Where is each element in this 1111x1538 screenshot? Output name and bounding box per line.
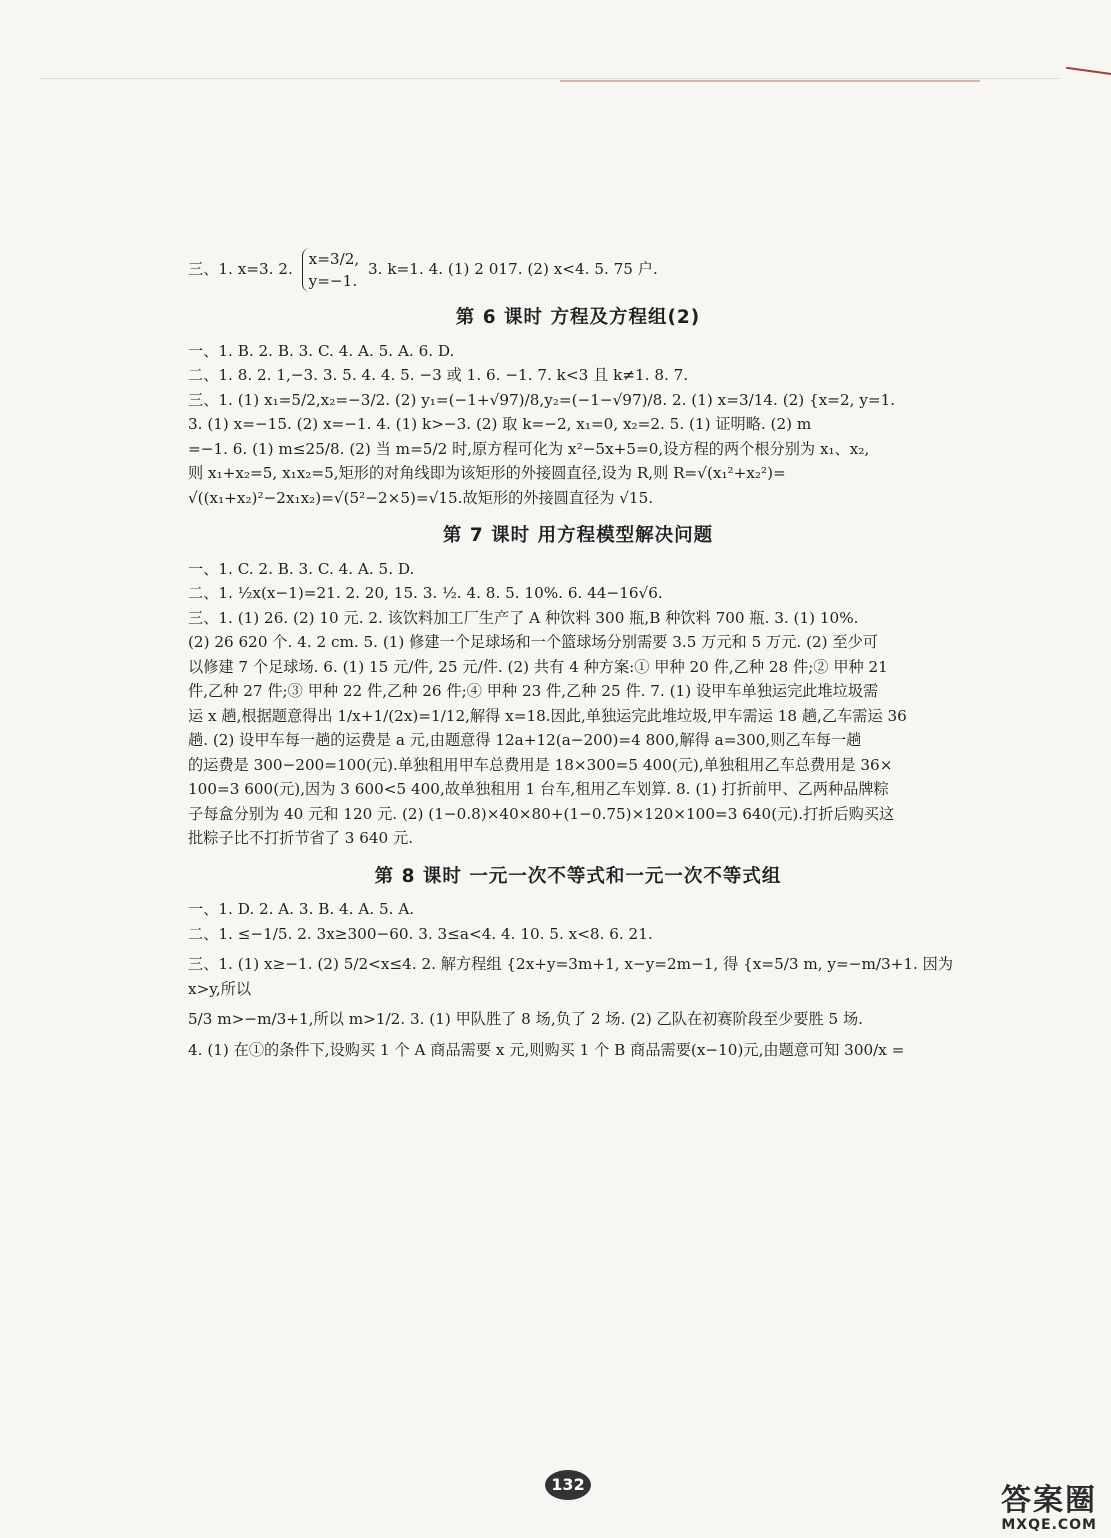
answer-line: 100=3 600(元),因为 3 600<5 400,故单独租用 1 台车,租用乙车划算. 8. (1) 打折前甲、乙两种品牌粽: [188, 780, 889, 798]
page-number: 132: [545, 1470, 591, 1500]
section-heading-lesson-8: 第 8 课时 一元一次不等式和一元一次不等式组: [374, 865, 782, 887]
answer-line: 一、1. D. 2. A. 3. B. 4. A. 5. A.: [188, 900, 415, 918]
answer-line: (2) 26 620 个. 4. 2 cm. 5. (1) 修建一个足球场和一个篮球场分别需要 3.5 万元和 5 万元. (2) 至少可: [188, 633, 878, 651]
answer-line: 三、1. (1) x₁=5/2,x₂=−3/2. (2) y₁=(−1+√97)/8,y₂=(−1−√97)/8. 2. (1) x=3/14. (2) {x=2, y=1.: [188, 390, 896, 409]
answer-line: 4. (1) 在①的条件下,设购买 1 个 A 商品需要 x 元,则购买 1 个 B 商品需要(x−10)元,由题意可知 300/x =: [188, 1040, 905, 1059]
page-top-mark: [560, 80, 980, 82]
answer-line: 三、1. (1) x≥−1. (2) 5/2<x≤4. 2. 解方程组 {2x+y=3m+1, x−y=2m−1, 得 {x=5/3 m, y=−m/3+1. 因为 x>y,所以: [188, 955, 954, 998]
answer-line: 5/3 m>−m/3+1,所以 m>1/2. 3. (1) 甲队胜了 8 场,负了 2 场. (2) 乙队在初赛阶段至少要胜 5 场.: [188, 1010, 863, 1028]
answer-line: 以修建 7 个足球场. 6. (1) 15 元/件, 25 元/件. (2) 共有 4 种方案:① 甲种 20 件,乙种 28 件;② 甲种 21: [188, 657, 888, 676]
answer-line: 一、1. C. 2. B. 3. C. 4. A. 5. D.: [188, 559, 415, 578]
answer-line: 一、1. B. 2. B. 3. C. 4. A. 5. A. 6. D.: [188, 341, 455, 360]
system-row: y=−1.: [308, 272, 358, 290]
answer-content: [188, 248, 968, 1062]
watermark-logo: [907, 1485, 1097, 1535]
answer-line: 二、1. ≤−1/5. 2. 3x≥300−60. 3. 3≤a<4. 4. 10. 5. x<8. 6. 21.: [188, 924, 653, 943]
answer-line: [188, 248, 968, 292]
watermark-url: MXQE.COM: [1001, 1517, 1097, 1533]
answer-line: 子每盒分别为 40 元和 120 元. (2) (1−0.8)×40×80+(1−0.75)×120×100=3 640(元).打折后购买这: [188, 804, 895, 823]
answer-line: 趟. (2) 设甲车每一趟的运费是 a 元,由题意得 12a+12(a−200)=4 800,解得 a=300,则乙车每一趟: [188, 731, 862, 749]
answer-line: 3. (1) x=−15. (2) x=−1. 4. (1) k>−3. (2) 取 k=−2, x₁=0, x₂=2. 5. (1) 证明略. (2) m: [188, 415, 812, 433]
answer-line: 的运费是 300−200=100(元).单独租用甲车总费用是 18×300=5 400(元),单独租用乙车总费用是 36×: [188, 755, 893, 774]
equation-system: [302, 248, 360, 292]
answer-text: 三、1. x=3. 2.: [188, 260, 293, 278]
answer-line: 件,乙种 27 件;③ 甲种 22 件,乙种 26 件;④ 甲种 23 件,乙种 25 件. 7. (1) 设甲车单独运完此堆垃圾需: [188, 682, 879, 700]
answer-line: 三、1. (1) 26. (2) 10 元. 2. 该饮料加工厂生产了 A 种饮料 300 瓶,B 种饮料 700 瓶. 3. (1) 10%.: [188, 608, 859, 627]
answer-line: √((x₁+x₂)²−2x₁x₂)=√(5²−2×5)=√15.故矩形的外接圆直径为 √15.: [188, 488, 654, 507]
section-heading-lesson-6: 第 6 课时 方程及方程组(2): [455, 307, 701, 328]
section-heading-lesson-7: 第 7 课时 用方程模型解决问题: [442, 525, 714, 546]
watermark-text: 答案圈: [1001, 1483, 1097, 1518]
answer-line: 二、1. ½x(x−1)=21. 2. 20, 15. 3. ½. 4. 8. 5. 10%. 6. 44−16√6.: [188, 584, 663, 602]
system-row: x=3/2,: [308, 250, 360, 268]
page-corner-mark: [1064, 67, 1111, 90]
answer-text: 3. k=1. 4. (1) 2 017. (2) x<4. 5. 75 户.: [368, 260, 658, 278]
page-top-rule: [40, 78, 1060, 79]
answer-line: 则 x₁+x₂=5, x₁x₂=5,矩形的对角线即为该矩形的外接圆直径,设为 R,则 R=√(x₁²+x₂²)=: [188, 464, 786, 482]
answer-line: 二、1. 8. 2. 1,−3. 3. 5. 4. 4. 5. −3 或 1. 6. −1. 7. k<3 且 k≠1. 8. 7.: [188, 366, 689, 384]
answer-line: 批粽子比不打折节省了 3 640 元.: [188, 829, 414, 847]
answer-line: =−1. 6. (1) m≤25/8. (2) 当 m=5/2 时,原方程可化为 x²−5x+5=0,设方程的两个根分别为 x₁、x₂,: [188, 439, 870, 458]
answer-line: 运 x 趟,根据题意得出 1/x+1/(2x)=1/12,解得 x=18.因此,单独运完此堆垃圾,甲车需运 18 趟,乙车需运 36: [188, 706, 907, 725]
